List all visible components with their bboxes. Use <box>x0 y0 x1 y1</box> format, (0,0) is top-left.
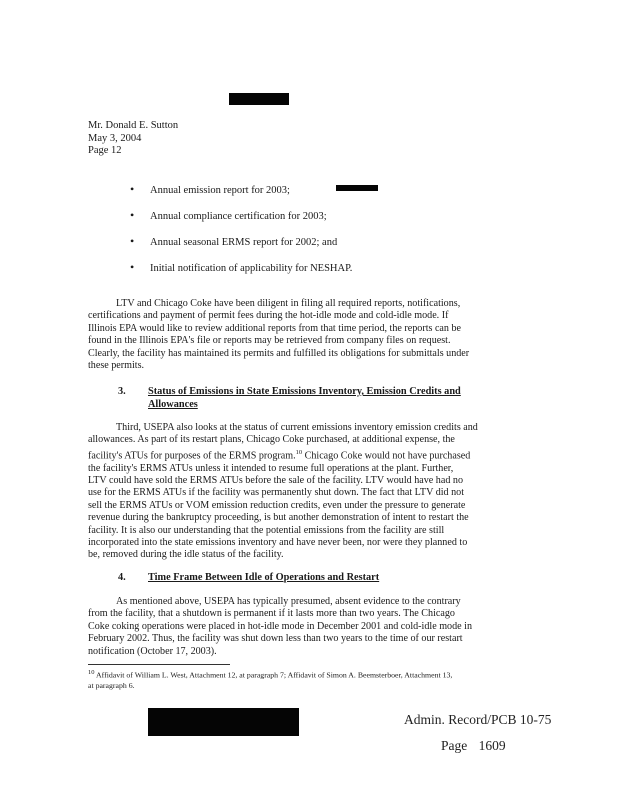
stamp-page-number: 1609 <box>478 738 506 753</box>
section-title: Status of Emissions in State Emissions Inventory, Emission Credits and <box>148 386 461 397</box>
letter-date: May 3, 2004 <box>88 132 142 144</box>
paragraph-emissions: Third, USEPA also looks at the status of current emissions inventory emission credits and allowances. As part of its restart plans, Chicago Coke purchased, at additional expense, the facility's ATUs for purposes of the ERMS program.$^{10}$ Chicago Coke would not have purchased the facility's ERMS ATUs unless it intended to resume full operations at the plant. Further, LTV could have sold the ERMS ATUs before the sale of the facility. LTV would have had no use for the ERMS ATUs if the facility was permanently shut down. The fact that LTV did not sell the ERMS ATUs or VOM emission reduction credits, even under the pressure to generate revenue during the bankruptcy proceeding, is but another demonstration of intent to restart the facility. It is also our understanding that the potential emissions from the facility are still incorporated into the state emissions inventory and have never been, nor were they planned to be, removed during the idle status of the facility. <box>88 422 478 561</box>
redaction-top <box>229 93 289 105</box>
recipient-name: Mr. Donald E. Sutton <box>88 120 179 131</box>
section-4-heading <box>118 572 488 586</box>
section-title: Time Frame Between Idle of Operations and Restart <box>148 572 380 583</box>
bullet-dot: • <box>130 260 135 274</box>
bullet-dot: • <box>130 182 135 196</box>
page-number: Page 12 <box>88 145 122 156</box>
list-item: • Annual seasonal ERMS report for 2002; and <box>130 234 338 248</box>
letter-header <box>88 120 178 158</box>
footnote-ref: 10 <box>295 448 303 456</box>
section-number: 4. <box>118 572 126 583</box>
paragraph-reports: LTV and Chicago Coke have been diligent in filing all required reports, notifications, certifications and payment of permit fees during the hot-idle mode and cold-idle mode. If Illinois EPA would like to review additional reports from that time period, the reports can be found in the Illinois EPA's file or reports may be retrieved from company files on request. Clearly, the facility has maintained its permits and fulfilled its obligations for submittals under these permits. <box>88 298 470 372</box>
stamp-page-label: Page <box>441 738 468 753</box>
redaction-bottom <box>148 708 299 736</box>
admin-record-stamp: Admin. Record/PCB 10-75 <box>404 712 552 727</box>
section-title-continued: Allowances <box>148 398 198 410</box>
footnote-number: 10 <box>88 669 95 676</box>
paragraph-timeframe: As mentioned above, USEPA has typically presumed, absent evidence to the contrary from the facility, that a shutdown is permanent if it lasts more than two years. The Chicago Coke coking operations were placed in hot-idle mode in December 2001 and cold-idle mode in February 2002. Thus, the facility was shut down less than two years to the time of our restart notification (October 17, 2003). <box>88 596 473 657</box>
list-item: • Annual compliance certification for 2003; <box>130 208 327 222</box>
section-number: 3. <box>118 386 126 397</box>
list-item: • Initial notification of applicability for NESHAP. <box>130 260 353 274</box>
redaction-bullet <box>336 185 378 191</box>
bullet-dot: • <box>130 234 135 248</box>
footnote: $^{10}$ Affidavit of William L. West, Attachment 12, at paragraph 7; Affidavit of Simon A. Beemsterboer, Attachment 13, at paragraph 6. <box>88 669 453 691</box>
list-item: • Annual emission report for 2003; <box>130 182 290 196</box>
stamp-page <box>441 738 506 754</box>
bullet-dot: • <box>130 208 135 222</box>
footnote-divider <box>88 664 230 665</box>
section-3-heading <box>118 386 488 412</box>
